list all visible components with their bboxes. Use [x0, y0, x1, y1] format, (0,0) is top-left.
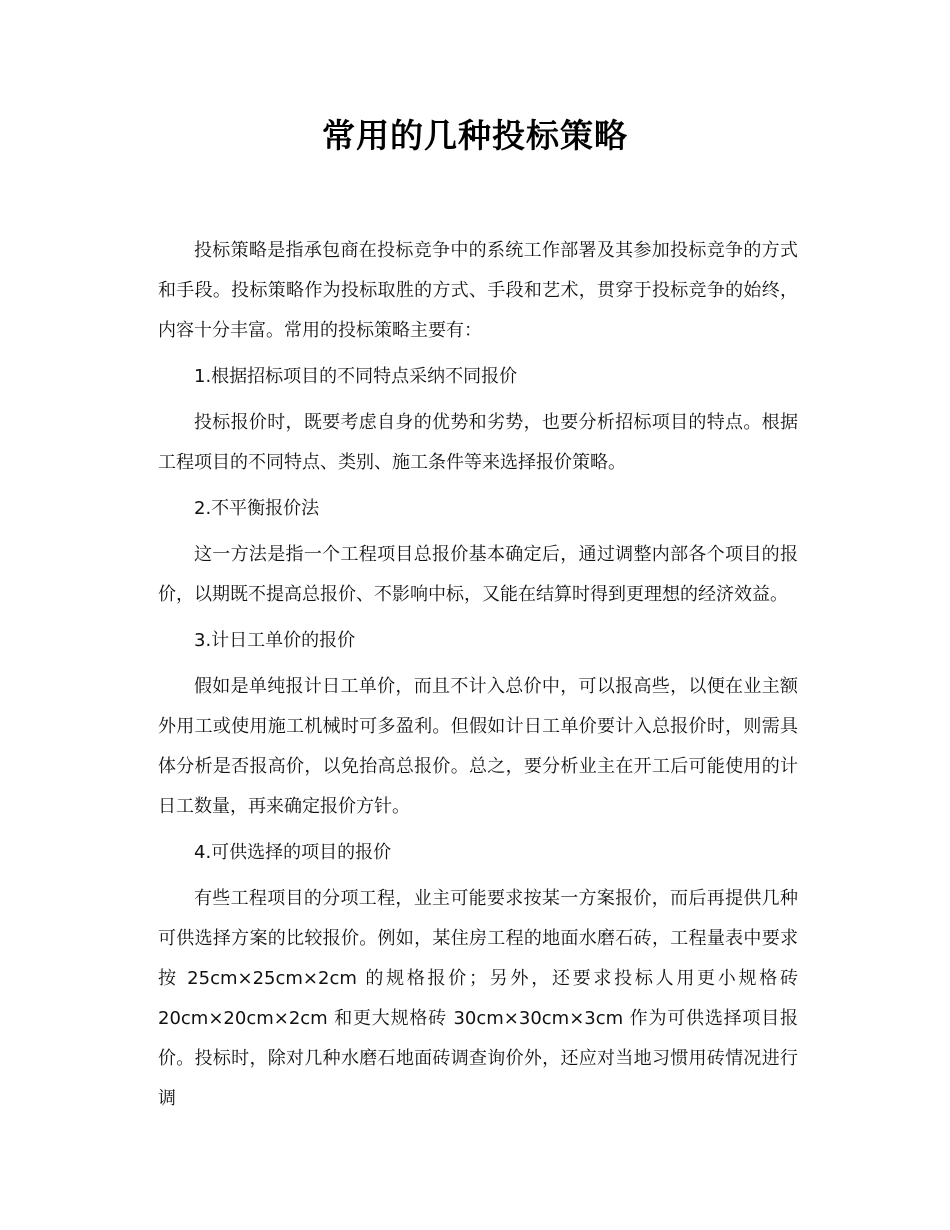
- document-body: [158, 231, 798, 1125]
- section-2-paragraph: 这一方法是指一个工程项目总报价基本确定后，通过调整内部各个项目的报价，以期既不提高总报价、不影响中标，又能在结算时得到更理想的经济效益。: [158, 544, 798, 605]
- document-title: 常用的几种投标策略: [322, 116, 628, 155]
- section-heading-2: 2.不平衡报价法: [194, 498, 320, 519]
- section-3-paragraph: 假如是单纯报计日工单价，而且不计入总价中，可以报高些，以便在业主额外用工或使用施工机械时可多盈利。但假如计日工单价要计入总报价时，则需具体分析是否报高价，以免抬高总报价。总之，要分析业主在开工后可能使用的计日工数量，再来确定报价方针。: [158, 676, 798, 817]
- section-heading-3: 3.计日工单价的报价: [194, 630, 356, 651]
- section-1-paragraph: 投标报价时，既要考虑自身的优势和劣势，也要分析招标项目的特点。根据工程项目的不同特点、类别、施工条件等来选择报价策略。: [158, 412, 798, 473]
- section-4-paragraph: 有些工程项目的分项工程，业主可能要求按某一方案报价，而后再提供几种可供选择方案的比较报价。例如，某住房工程的地面水磨石砖，工程量表中要求按 25cm×25cm×2cm 的规格报价；另外，还要求投标人用更小规格砖 20cm×20cm×2cm 和更大规格砖 30cm×30cm×3cm 作为可供选择项目报价。投标时，除对几种水磨石地面砖调查询价外，还应对当地习惯用砖情况进行调: [158, 888, 798, 1109]
- section-heading-4: 4.可供选择的项目的报价: [194, 842, 392, 863]
- section-heading-1: 1.根据招标项目的不同特点采纳不同报价: [194, 366, 518, 387]
- intro-paragraph: 投标策略是指承包商在投标竞争中的系统工作部署及其参加投标竞争的方式和手段。投标策略作为投标取胜的方式、手段和艺术，贯穿于投标竞争的始终，内容十分丰富。常用的投标策略主要有：: [158, 240, 798, 341]
